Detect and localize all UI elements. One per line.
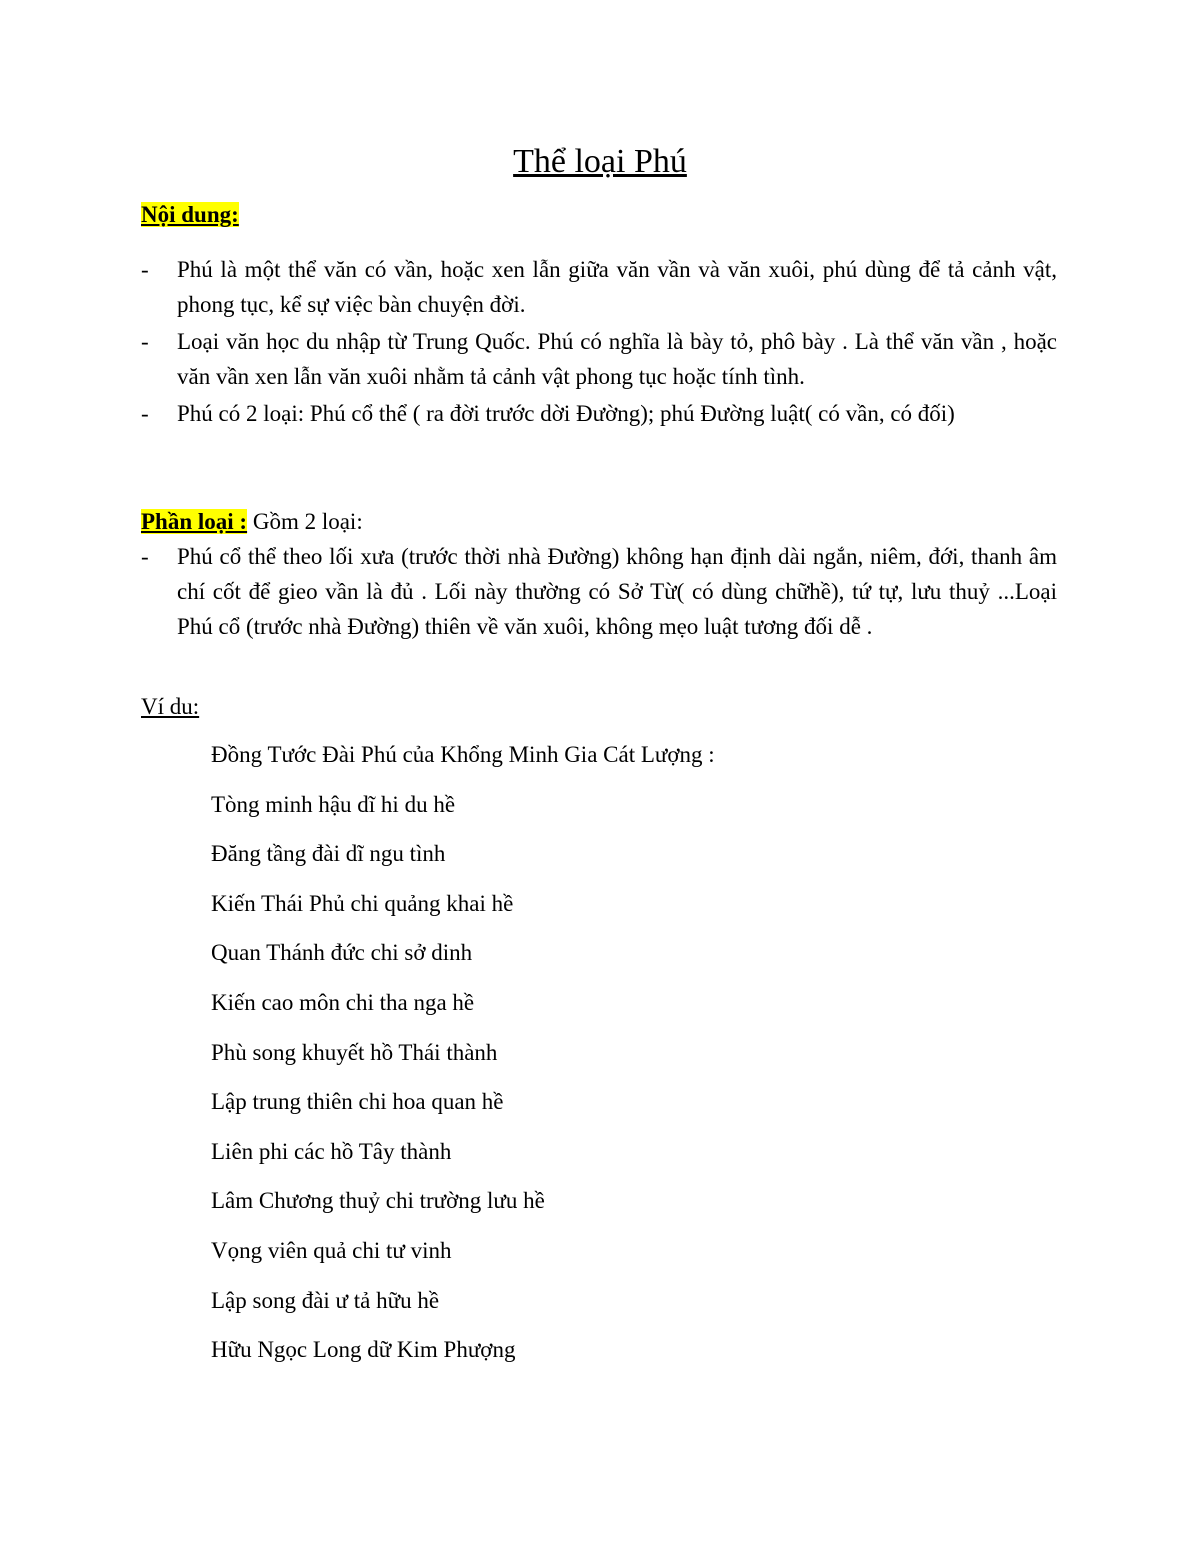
poem-line: Lập song đài ư tả hữu hề <box>211 1287 440 1313</box>
bullet-dash: - <box>141 401 149 426</box>
bullet-text: Phú có 2 loại: Phú cổ thể ( ra đời trước dời Đường); phú Đường luật( có vần, có đối) <box>177 401 955 426</box>
classification-bullet-list <box>141 539 1057 646</box>
list-item <box>141 539 1057 644</box>
poem-line: Vọng viên quả chi tư vinh <box>211 1237 452 1263</box>
list-item <box>141 324 1057 394</box>
list-item <box>141 252 1057 322</box>
heading-rest-text: Gồm 2 loại: <box>247 509 363 534</box>
heading-highlight: Nội dung: <box>141 202 239 227</box>
list-item <box>141 396 1057 431</box>
poem-line: Tòng minh hậu dĩ hi du hề <box>211 791 456 817</box>
bullet-text: Loại văn học du nhập từ Trung Quốc. Phú có nghĩa là bày tỏ, phô bày . Là thể văn vần , hoặc văn vần xen lẫn văn xuôi nhằm tả cảnh vật phong tục hoặc tính tình. <box>177 329 1057 389</box>
bullet-text: Phú là một thể văn có vần, hoặc xen lẫn giữa văn vần và văn xuôi, phú dùng để tả cảnh vật, phong tục, kể sự việc bàn chuyện đời. <box>177 257 1057 317</box>
poem-line: Kiến Thái Phủ chi quảng khai hề <box>211 890 514 916</box>
bullet-dash: - <box>141 257 149 282</box>
example-label: Ví du: <box>141 694 200 719</box>
section-heading-content <box>141 200 239 230</box>
document-title: Thể loại Phú <box>513 143 687 180</box>
poem-line: Kiến cao môn chi tha nga hề <box>211 989 475 1015</box>
poem-line: Quan Thánh đức chi sở dinh <box>211 940 473 966</box>
poem-lines <box>211 740 715 1385</box>
bullet-dash: - <box>141 329 149 354</box>
poem-line: Đồng Tước Đài Phú của Khổng Minh Gia Cát Lượng : <box>211 742 715 767</box>
section-heading-classification <box>141 507 363 537</box>
poem-line: Lập trung thiên chi hoa quan hề <box>211 1089 504 1115</box>
poem-line: Phù song khuyết hồ Thái thành <box>211 1039 498 1065</box>
bullet-dash: - <box>141 544 149 569</box>
poem-line: Liên phi các hồ Tây thành <box>211 1138 452 1164</box>
poem-line: Đăng tầng đài dĩ ngu tình <box>211 841 446 867</box>
poem-line: Hữu Ngọc Long dữ Kim Phượng <box>211 1337 516 1363</box>
content-bullet-list <box>141 252 1057 433</box>
bullet-text: Phú cổ thể theo lối xưa (trước thời nhà Đường) không hạn định dài ngắn, niêm, đới, thanh âm chí cốt để gieo vần là đủ . Lối này thường có Sở Từ( có dùng chữhề), tứ tự, lưu thuỷ ...Loại Phú cổ (trước nhà Đường) thiên về văn xuôi, không mẹo luật tương đối dễ . <box>177 544 1057 639</box>
heading-highlight: Phần loại : <box>141 509 248 534</box>
poem-line: Lâm Chương thuỷ chi trường lưu hề <box>211 1188 545 1214</box>
